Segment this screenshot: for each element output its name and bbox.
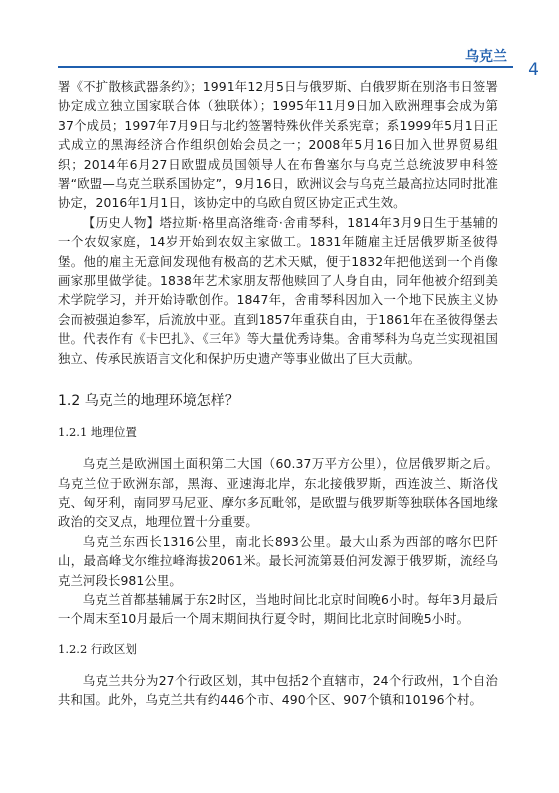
paragraph-treaties: 署《不扩散核武器条约》；1991年12月5日与俄罗斯、白俄罗斯在别洛韦日签署协定成立独立国家联合体（独联体）；1995年11月9日加入欧洲理事会成为第37个成员；1997年7月9日与北约签署特殊伙伴关系宪章；系1999年5月1日正式成立的黑海经济合作组织创始会员之一；2008年5月16日加入世界贸易组织；2014年6月27日欧盟成员国领导人在布鲁塞尔与乌克兰总统波罗申科签署“欧盟—乌克兰联系国协定”，9月16日，欧洲议会与乌克兰最高拉达同时批准协定，2016年1月1日，该协定中的乌欧自贸区协定正式生效。 bbox=[58, 79, 498, 211]
paragraph-dimensions: 乌克兰东西长1316公里，南北长893公里。最大山系为西部的喀尔巴阡山，最高峰戈尔维拉峰海拔2061米。最长河流第聂伯河发源于俄罗斯，流经乌克兰河段长981公里。 bbox=[58, 533, 498, 588]
subsection-heading-1-2-2: 1.2.2 行政区划 bbox=[58, 641, 137, 656]
running-header-title: 乌克兰 bbox=[465, 49, 507, 65]
header-rule bbox=[58, 66, 513, 68]
paragraph-historical-figure: 【历史人物】塔拉斯·格里高洛维奇·舍甫琴科，1814年3月9日生于基辅的一个农奴家庭，14岁开始到农奴主家做工。1831年随雇主迁居俄罗斯圣彼得堡。他的雇主无意间发现他有极高的艺术天赋，便于1832年把他送到一个肖像画家那里做学徒。1838年艺术家朋友帮他赎回了人身自由，同年他被介绍到美术学院学习，并开始诗歌创作。1847年，舍甫琴科因加入一个地下民族主义协会而被强迫参军，后流放中亚。直到1857年重获自由，于1861年在圣彼得堡去世。代表作有《卡巴扎》、《三年》等大量优秀诗集。舍甫琴科为乌克兰实现祖国独立、传承民族语言文化和保护历史遗产等事业做出了巨大贡献。 bbox=[58, 214, 498, 366]
section-heading-1-2: 1.2 乌克兰的地理环境怎样？ bbox=[58, 393, 239, 410]
paragraph-location: 乌克兰是欧洲国土面积第二大国（60.37万平方公里），位居俄罗斯之后。乌克兰位于欧洲东部，黑海、亚速海北岸，东北接俄罗斯，西连波兰、斯洛伐克、匈牙利，南同罗马尼亚、摩尔多瓦毗邻，是欧盟与俄罗斯等独联体各国地缘政治的交叉点，地理位置十分重要。 bbox=[58, 456, 498, 530]
page-number: 4 bbox=[528, 60, 539, 80]
page-content bbox=[58, 77, 498, 710]
paragraph-administrative-divisions: 乌克兰共分为27个行政区划，其中包括2个直辖市，24个行政州，1个自治共和国。此外，乌克兰共有约446个市、490个区、907个镇和10196个村。 bbox=[58, 672, 498, 708]
paragraph-timezone: 乌克兰首都基辅属于东2时区，当地时间比北京时间晚6小时。每年3月最后一个周末至10月最后一个周末期间执行夏令时，期间比北京时间晚5小时。 bbox=[58, 591, 498, 627]
subsection-heading-1-2-1: 1.2.1 地理位置 bbox=[58, 425, 137, 440]
